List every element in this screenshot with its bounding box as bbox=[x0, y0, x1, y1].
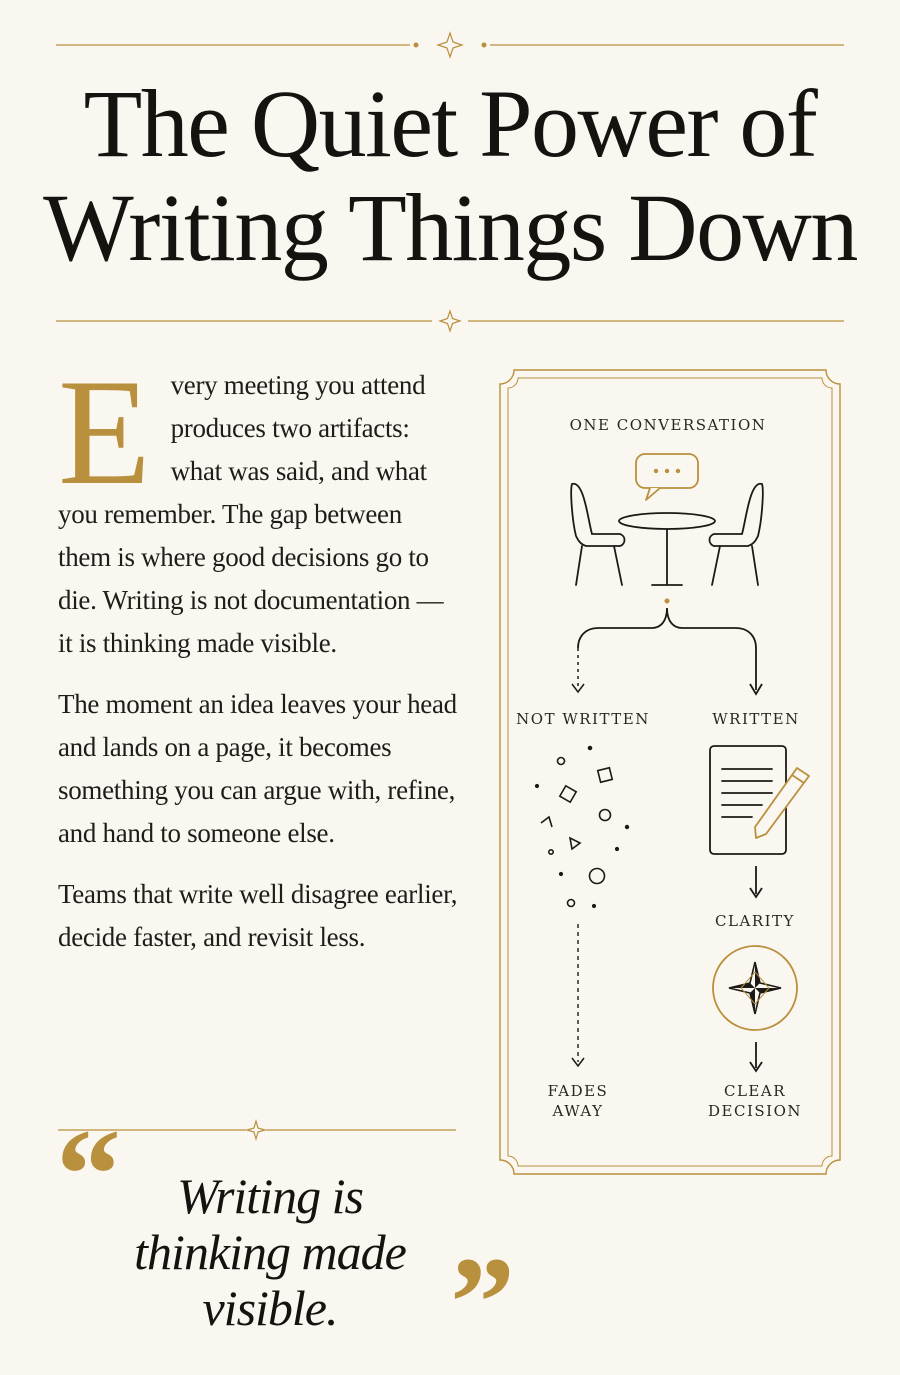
paragraph-2: The moment an idea leaves your head and lands on a page, it becomes something you can argue with, refine, and hand to someone else. bbox=[58, 689, 457, 848]
diagram-heading: ONE CONVERSATION bbox=[569, 416, 767, 434]
clear-decision-label-1: CLEAR bbox=[723, 1082, 787, 1100]
not-written-label: NOT WRITTEN bbox=[516, 710, 650, 728]
compass-icon bbox=[713, 946, 797, 1030]
table-chairs-icon bbox=[571, 484, 763, 585]
open-quote-mark: “ bbox=[56, 1103, 121, 1247]
quote-text: Writing is thinking made visible. bbox=[134, 1168, 406, 1336]
fades-away-label-2: AWAY bbox=[552, 1102, 604, 1120]
branch-lines bbox=[578, 608, 756, 690]
paragraph-3: Teams that write well disagree earlier, decide faster, and revisit less. bbox=[58, 879, 458, 952]
speech-bubble-icon bbox=[636, 454, 698, 500]
close-quote-mark: ” bbox=[450, 1231, 515, 1375]
clarity-label: CLARITY bbox=[715, 912, 795, 930]
clear-decision-label-2: DECISION bbox=[707, 1102, 803, 1120]
paragraph-1: Every meeting you attend produces two artifacts: what was said, and what you remember. The gap between them is where good decisions go to die. Writing is not documentation — it is thinking made visible. bbox=[58, 348, 444, 658]
fades-away-label-1: FADES bbox=[547, 1082, 609, 1100]
diagram-outer-frame bbox=[500, 370, 840, 1174]
scattered-fragments-icon bbox=[536, 747, 629, 908]
title-line-2: Writing Things Down bbox=[43, 174, 857, 281]
written-label: WRITTEN bbox=[712, 710, 800, 728]
title-line-1: The Quiet Power of bbox=[83, 70, 817, 177]
drop-cap: E bbox=[58, 348, 151, 516]
